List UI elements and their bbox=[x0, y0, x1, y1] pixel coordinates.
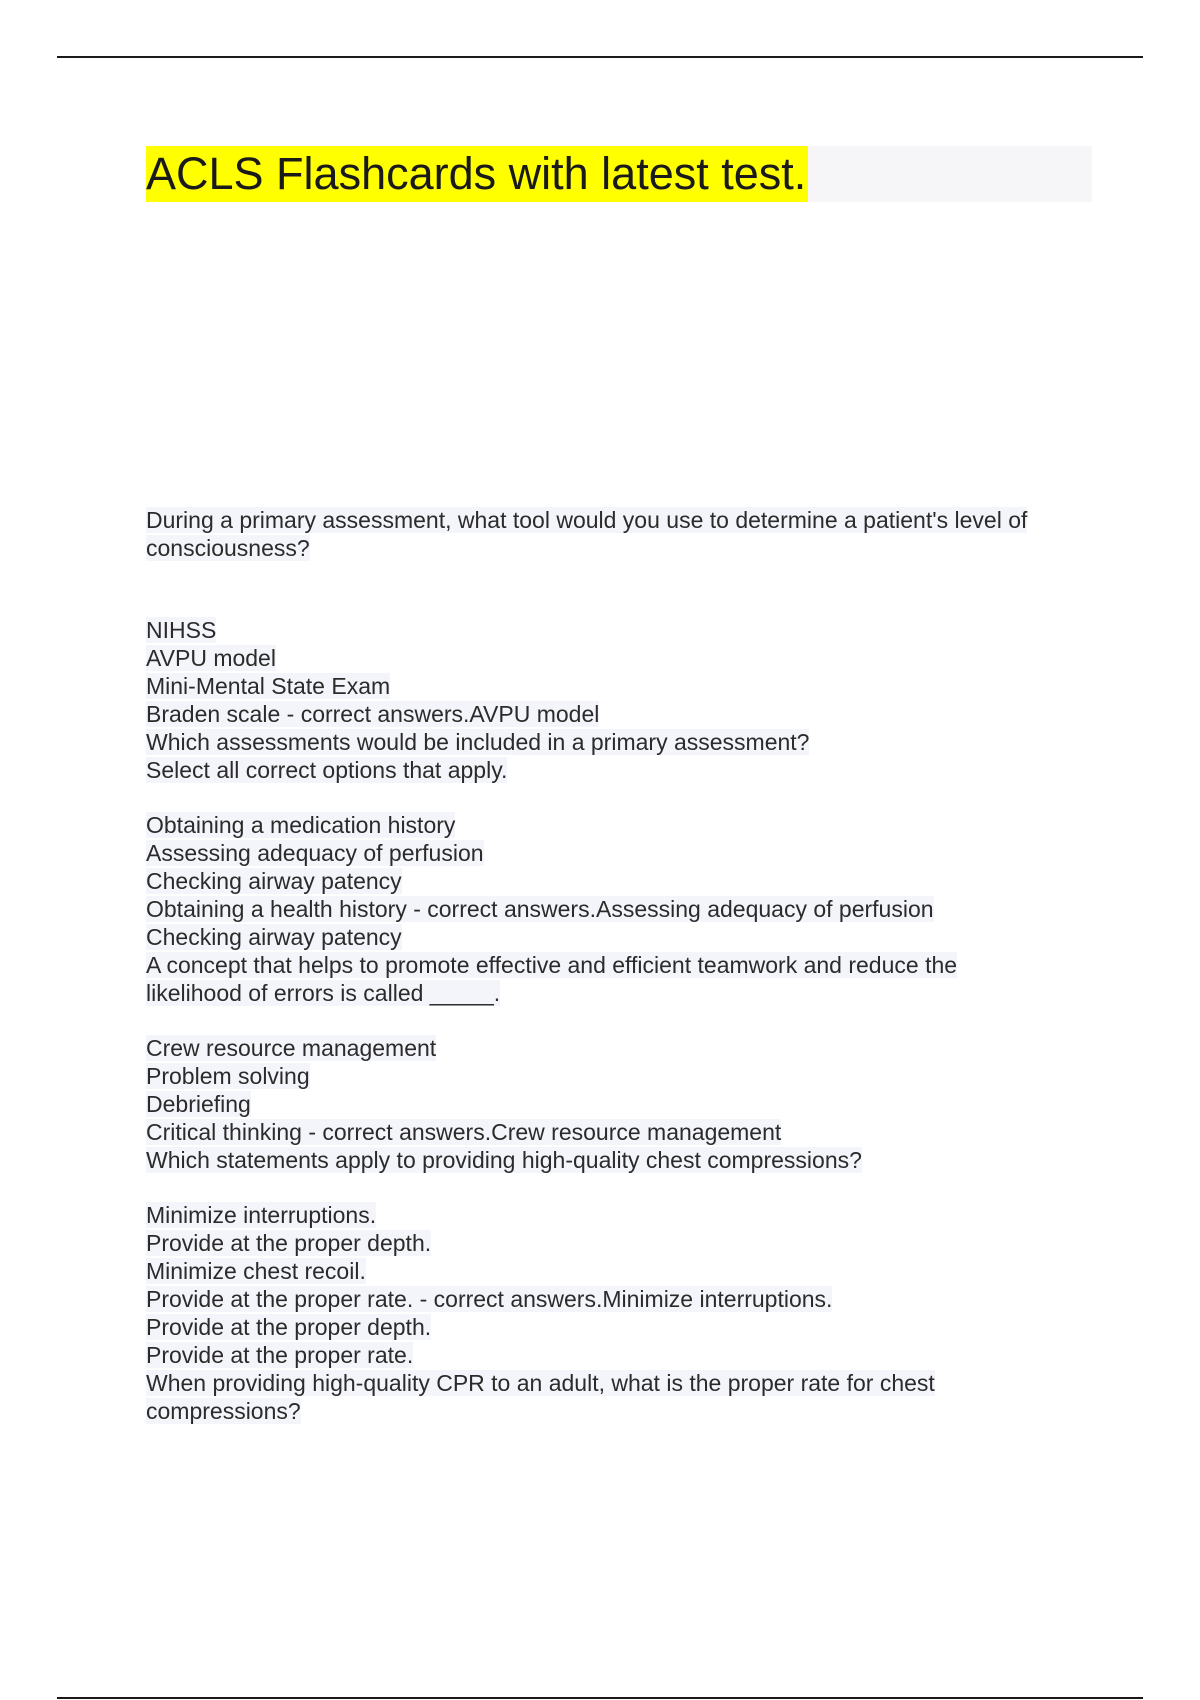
text-line: compressions? bbox=[146, 1398, 301, 1424]
text-line: Provide at the proper depth. bbox=[146, 1314, 432, 1340]
text-line: Obtaining a medication history bbox=[146, 812, 456, 838]
text-line: Provide at the proper rate. - correct answers.Minimize interruptions. bbox=[146, 1286, 833, 1312]
text-line: Provide at the proper depth. bbox=[146, 1230, 432, 1256]
text-line: Mini-Mental State Exam bbox=[146, 673, 391, 699]
text-line: likelihood of errors is called _____. bbox=[146, 980, 501, 1006]
text-line: Obtaining a health history - correct answers.Assessing adequacy of perfusion bbox=[146, 896, 934, 922]
answer-block bbox=[146, 616, 1106, 784]
bottom-rule bbox=[57, 1697, 1143, 1699]
text-line: consciousness? bbox=[146, 535, 310, 561]
text-line: During a primary assessment, what tool would you use to determine a patient's level of bbox=[146, 507, 1028, 533]
answer-block bbox=[146, 1201, 1106, 1425]
text-line: Problem solving bbox=[146, 1063, 310, 1089]
text-line: Checking airway patency bbox=[146, 924, 402, 950]
text-line: Braden scale - correct answers.AVPU model bbox=[146, 701, 600, 727]
text-line: Assessing adequacy of perfusion bbox=[146, 840, 484, 866]
question-block bbox=[146, 506, 1106, 562]
text-line: Critical thinking - correct answers.Crew resource management bbox=[146, 1119, 782, 1145]
text-line: When providing high-quality CPR to an adult, what is the proper rate for chest bbox=[146, 1370, 935, 1396]
top-rule bbox=[57, 56, 1143, 58]
document-title: ACLS Flashcards with latest test. bbox=[146, 146, 808, 202]
text-line: Which statements apply to providing high-quality chest compressions? bbox=[146, 1147, 862, 1173]
text-line: NIHSS bbox=[146, 617, 217, 643]
text-line: Minimize interruptions. bbox=[146, 1202, 377, 1228]
text-line: A concept that helps to promote effective and efficient teamwork and reduce the bbox=[146, 952, 958, 978]
text-line: Minimize chest recoil. bbox=[146, 1258, 366, 1284]
text-line: Debriefing bbox=[146, 1091, 251, 1117]
text-line: AVPU model bbox=[146, 645, 276, 671]
text-line: Provide at the proper rate. bbox=[146, 1342, 414, 1368]
text-line: Checking airway patency bbox=[146, 868, 402, 894]
text-line: Which assessments would be included in a primary assessment? bbox=[146, 729, 810, 755]
text-line: Select all correct options that apply. bbox=[146, 757, 508, 783]
answer-block bbox=[146, 811, 1106, 1007]
answer-block bbox=[146, 1034, 1106, 1174]
title-band bbox=[146, 146, 1092, 202]
flashcard-content bbox=[146, 506, 1106, 1425]
text-line: Crew resource management bbox=[146, 1035, 437, 1061]
